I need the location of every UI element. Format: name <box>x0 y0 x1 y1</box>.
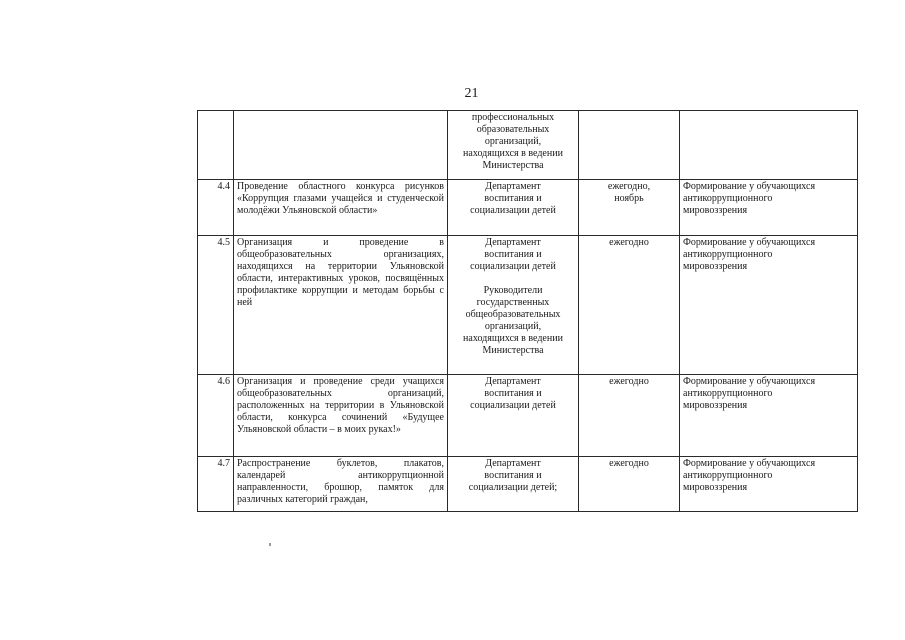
row-number-cell <box>198 111 234 180</box>
scan-speck <box>269 543 271 546</box>
responsible-line: организаций, <box>484 321 542 332</box>
term-cell <box>579 236 680 375</box>
responsible-line: профессиональных <box>471 112 555 123</box>
responsible-line: образовательных <box>476 124 550 135</box>
result-line: Формирование у обучающихся <box>683 237 816 248</box>
responsible-cell <box>448 111 579 180</box>
result-line: антикоррупционного <box>683 193 773 204</box>
term-line: ноябрь <box>614 193 644 204</box>
responsible-line: социализации детей <box>470 400 556 411</box>
table-row <box>198 375 858 457</box>
result-line: мировоззрения <box>683 400 748 411</box>
result-cell <box>680 236 858 375</box>
page-number: 21 <box>464 86 479 101</box>
row-number-cell: 4.7 <box>198 457 234 512</box>
responsible-line: Департамент <box>485 181 541 192</box>
responsible-line: Министерства <box>482 345 544 356</box>
event-cell: Проведение областного конкурса рисунков «Коррупция глазами учащейся и студенческой молодёжи Ульяновской области» <box>234 180 448 236</box>
responsible-line: Департамент <box>485 237 541 248</box>
responsible-line: социализации детей; <box>468 482 558 493</box>
responsible-line: государственных <box>476 297 550 308</box>
table-row <box>198 457 858 512</box>
event-cell: Организация и проведение в общеобразовательных организациях, находящихся на территории Ульяновской области, интерактивных уроков, посвящённых профилактике коррупции и методам борьбы с ней <box>234 236 448 375</box>
event-cell: Организация и проведение среди учащихся общеобразовательных организаций, расположенных на территории в Ульяновской области, конкурса сочинений «Будущее Ульяновской области – в моих руках!» <box>234 375 448 457</box>
responsible-cell <box>448 180 579 236</box>
result-line: мировоззрения <box>683 261 748 272</box>
row-number-cell: 4.6 <box>198 375 234 457</box>
term-line: ежегодно <box>609 237 649 248</box>
responsible-cell <box>448 375 579 457</box>
event-cell: Распространение буклетов, плакатов, календарей антикоррупционной направленности, брошюр, памяток для различных категорий граждан, <box>234 457 448 512</box>
spacer <box>451 273 575 285</box>
responsible-line: общеобразовательных <box>465 309 561 320</box>
responsible-line: воспитания и <box>484 470 542 481</box>
term-cell <box>579 111 680 180</box>
result-line: антикоррупционного <box>683 470 773 481</box>
table-row <box>198 111 858 180</box>
result-line: мировоззрения <box>683 482 748 493</box>
responsible-line: Министерства <box>482 160 544 171</box>
responsible-line: воспитания и <box>484 388 542 399</box>
responsible-line: Руководители <box>483 285 543 296</box>
result-line: антикоррупционного <box>683 388 773 399</box>
term-line: ежегодно <box>609 458 649 469</box>
plan-table <box>197 110 858 512</box>
responsible-line: социализации детей <box>470 205 556 216</box>
term-cell <box>579 457 680 512</box>
result-line: Формирование у обучающихся <box>683 181 816 192</box>
term-cell <box>579 180 680 236</box>
result-cell <box>680 457 858 512</box>
responsible-cell <box>448 236 579 375</box>
term-line: ежегодно, <box>607 181 651 192</box>
responsible-cell <box>448 457 579 512</box>
row-number-cell: 4.5 <box>198 236 234 375</box>
result-cell <box>680 180 858 236</box>
event-cell <box>234 111 448 180</box>
result-line: Формирование у обучающихся <box>683 376 816 387</box>
responsible-line: воспитания и <box>484 249 542 260</box>
responsible-line: организаций, <box>484 136 542 147</box>
result-cell <box>680 111 858 180</box>
row-number-cell: 4.4 <box>198 180 234 236</box>
result-line: мировоззрения <box>683 205 748 216</box>
result-line: Формирование у обучающихся <box>683 458 816 469</box>
responsible-line: Департамент <box>485 376 541 387</box>
responsible-line: находящихся в ведении <box>463 333 563 344</box>
table-row <box>198 180 858 236</box>
responsible-line: Департамент <box>485 458 541 469</box>
table-row <box>198 236 858 375</box>
responsible-line: находящихся в ведении <box>463 148 563 159</box>
result-cell <box>680 375 858 457</box>
result-line: антикоррупционного <box>683 249 773 260</box>
responsible-line: воспитания и <box>484 193 542 204</box>
plan-table-body <box>198 111 858 512</box>
responsible-line: социализации детей <box>470 261 556 272</box>
term-cell <box>579 375 680 457</box>
term-line: ежегодно <box>609 376 649 387</box>
